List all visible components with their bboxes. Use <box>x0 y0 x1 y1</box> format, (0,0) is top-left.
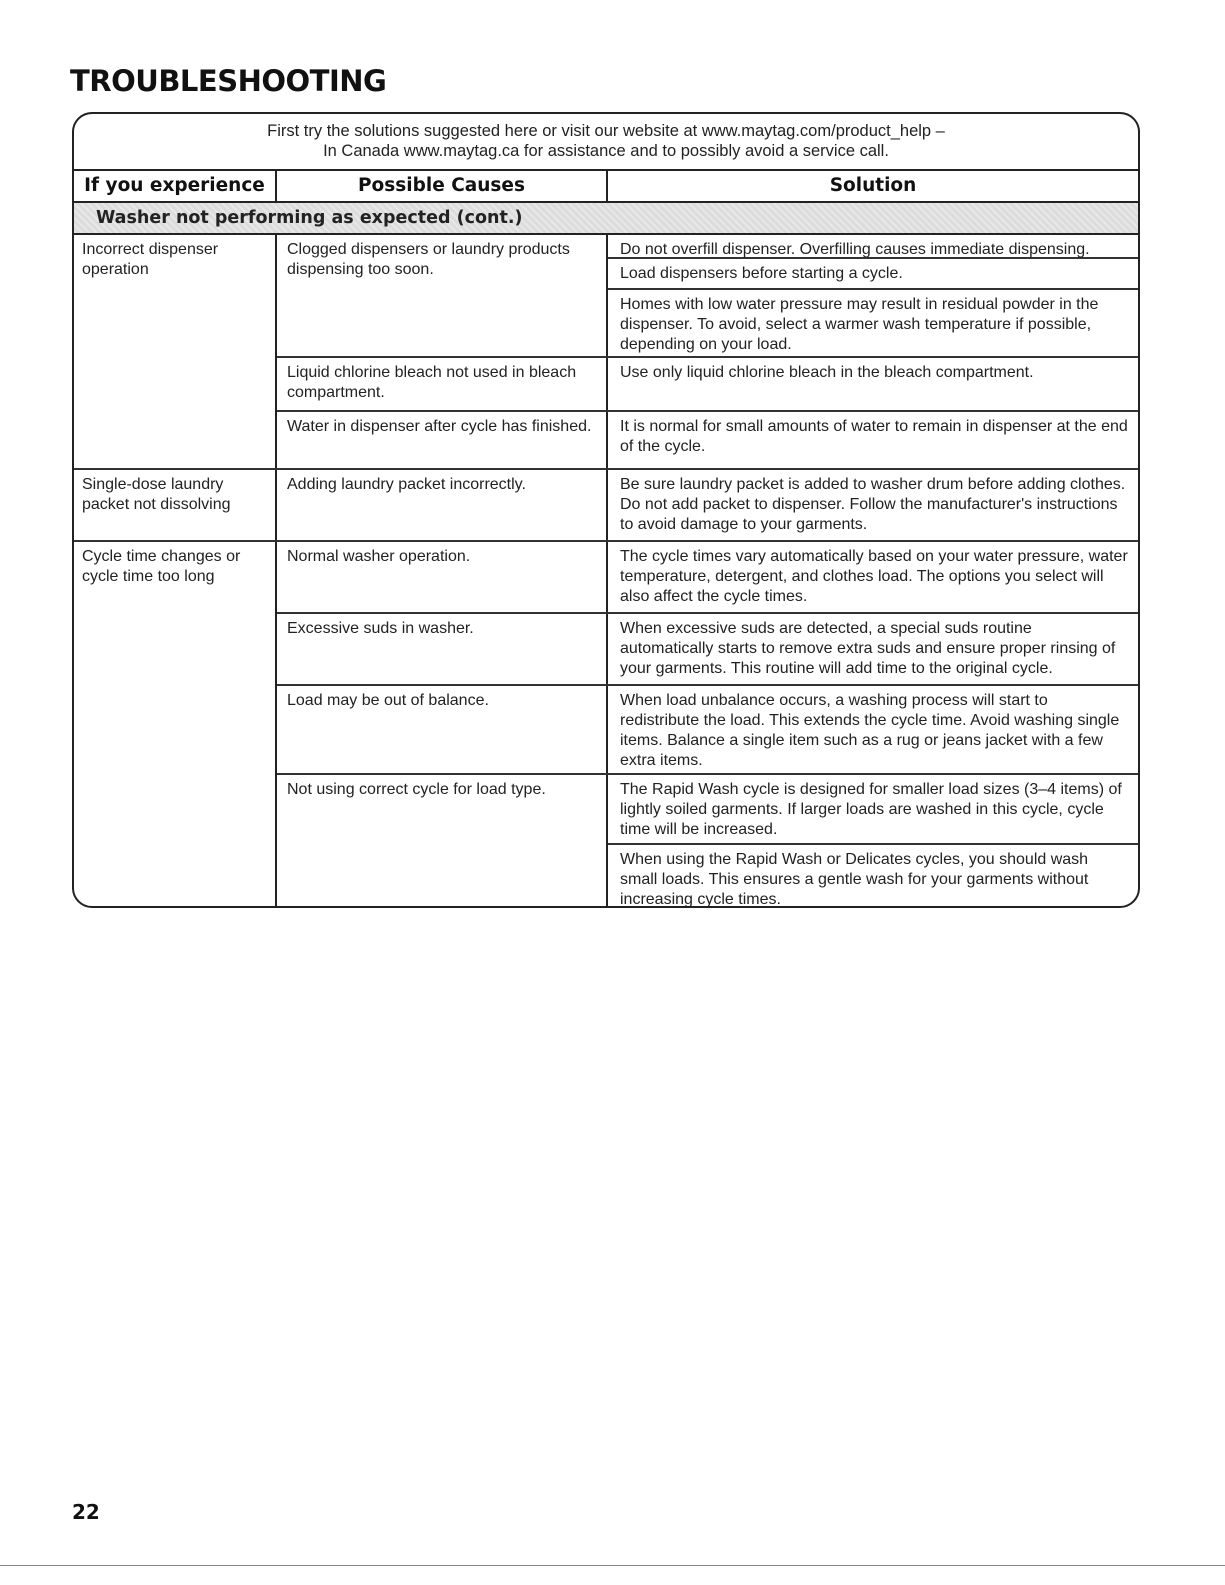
intro-line-1: First try the solutions suggested here or visit our website at www.maytag.com/product_help – <box>267 122 945 140</box>
table-row <box>277 470 1138 540</box>
table-row-group <box>74 470 1138 542</box>
solution-cell: Do not overfill dispenser. Overfilling causes immediate dispensing. <box>608 235 1138 259</box>
table-row <box>277 614 1138 686</box>
cause-cell: Water in dispenser after cycle has finished. <box>277 412 608 468</box>
table-row <box>277 412 1138 468</box>
cause-cell: Clogged dispensers or laundry products dispensing too soon. <box>277 235 608 356</box>
table-row <box>277 686 1138 775</box>
solution-cell: Be sure laundry packet is added to washer drum before adding clothes. Do not add packet to dispenser. Follow the manufacturer's instructions to avoid damage to your garments. <box>620 476 1126 533</box>
troubleshooting-table <box>72 112 1140 908</box>
solution-cell: The cycle times vary automatically based on your water pressure, water temperature, detergent, and clothes load. The options you select will also affect the cycle times. <box>620 548 1128 605</box>
cause-cell: Excessive suds in washer. <box>277 614 608 684</box>
bottom-divider <box>0 1565 1225 1566</box>
table-row <box>277 775 1138 908</box>
solution-cell: The Rapid Wash cycle is designed for smaller load sizes (3–4 items) of lightly soiled garments. If larger loads are washed in this cycle, cycle time will be increased. <box>608 775 1138 845</box>
section-title: Washer not performing as expected (cont.) <box>74 203 1138 235</box>
solution-cell: Load dispensers before starting a cycle. <box>608 259 1138 290</box>
experience-cell: Cycle time changes or cycle time too long <box>74 542 277 908</box>
intro-text <box>74 114 1138 171</box>
table-row-group <box>74 235 1138 470</box>
table-row <box>277 358 1138 412</box>
table-header <box>74 171 1138 203</box>
cause-cell: Not using correct cycle for load type. <box>277 775 608 908</box>
solution-cell: Use only liquid chlorine bleach in the bleach compartment. <box>620 364 1034 381</box>
experience-cell: Single-dose laundry packet not dissolving <box>74 470 277 540</box>
solution-cell: When using the Rapid Wash or Delicates cycles, you should wash small loads. This ensures a gentle wash for your garments without increasing cycle times. <box>620 851 1089 908</box>
solution-cell: When load unbalance occurs, a washing process will start to redistribute the load. This extends the cycle time. Avoid washing single items. Balance a single item such as a rug or jeans jacket with a few extra items. <box>620 692 1120 769</box>
table-row-group <box>74 542 1138 908</box>
solution-cell: Homes with low water pressure may result in residual powder in the dispenser. To avoid, select a warmer wash temperature if possible, depending on your load. <box>620 296 1099 353</box>
table-row <box>277 542 1138 614</box>
cause-cell: Liquid chlorine bleach not used in bleach compartment. <box>277 358 608 410</box>
cause-cell: Adding laundry packet incorrectly. <box>277 470 608 540</box>
header-solution: Solution <box>829 175 917 196</box>
cause-cell: Load may be out of balance. <box>277 686 608 773</box>
solution-cell: It is normal for small amounts of water to remain in dispenser at the end of the cycle. <box>620 418 1128 455</box>
page-title: TROUBLESHOOTING <box>70 64 387 98</box>
intro-line-2: In Canada www.maytag.ca for assistance and to possibly avoid a service call. <box>323 142 889 160</box>
solution-cell: When excessive suds are detected, a special suds routine automatically starts to remove extra suds and ensure proper rinsing of your garments. This routine will add time to the original cycle. <box>620 620 1116 677</box>
experience-cell: Incorrect dispenser operation <box>74 235 277 468</box>
page-number: 22 <box>72 1500 100 1524</box>
table-row <box>277 235 1138 358</box>
header-experience: If you experience <box>74 171 277 201</box>
cause-cell: Normal washer operation. <box>277 542 608 612</box>
header-causes: Possible Causes <box>277 171 608 201</box>
